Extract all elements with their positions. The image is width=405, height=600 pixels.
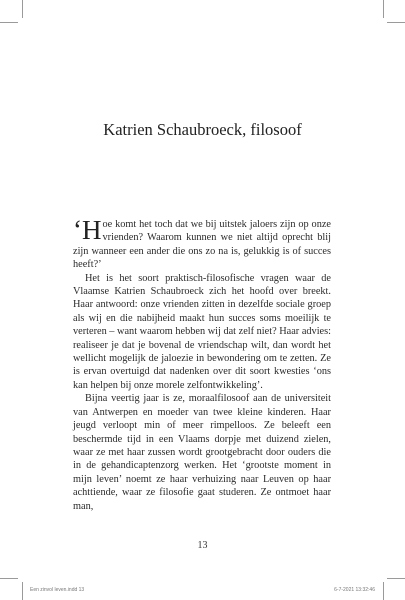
page-number: 13 <box>197 540 208 551</box>
slug-left: Een zinvol leven.indd 13 <box>30 587 85 593</box>
crop-mark-top-left <box>22 0 23 18</box>
paragraph-2: Het is het soort praktisch-filosofische vragen waar de Vlaamse Katrien Schaubroeck zich het hoofd over breekt. Haar antwoord: onze vrienden zitten in dezelfde sociale groep als wij en die nabijheid maakt hun succes soms moeilijk te verteren – want waarom hebben wij dat zelf niet? Haar advies: realiseer je dat je bovenal de vriendschap wilt, dan wordt het wellicht mogelijk de jaloezie in bewondering om te zetten. Ze is ervan overtuigd dat nadenken over dit soort kwesties ‘ons kan helpen bij onze morele zelfontwikkeling’. <box>73 272 331 391</box>
paragraph-1 <box>73 215 331 272</box>
paragraph-1-text: oe komt het toch dat we bij uitstek jaloers zijn op onze vrienden? Waarom kunnen we niet altijd oprecht blij zijn wanneer een ander die ons zo na is, gelukkig is of succes heeft?’ <box>73 219 331 271</box>
crop-mark-bottom-right <box>383 582 384 600</box>
crop-mark-bottom-left-h <box>0 578 18 579</box>
paragraph-3: Bijna veertig jaar is ze, moraalfilosoof aan de universiteit van Antwerpen en moeder van twee kleine kinderen. Haar jeugd verloopt min of meer rimpelloos. Ze beleeft een beschermde tijd in een Vlaams dorpje met duizend zielen, waar ze met haar zussen wordt grootgebracht door ouders die in de gehandicaptenzorg werken. Het ‘grootste moment in mijn leven’ noemt ze haar verhuizing naar Leuven op haar achttiende, waar ze filosofie gaat studeren. Ze ontmoet haar man, <box>73 393 331 512</box>
crop-mark-top-left-h <box>0 22 18 23</box>
crop-mark-top-right-h <box>387 22 405 23</box>
crop-mark-bottom-left <box>22 582 23 600</box>
body-text <box>73 215 331 513</box>
slug-right: 6-7-2021 13:32:46 <box>334 587 375 593</box>
drop-cap-letter: H <box>82 215 102 245</box>
chapter-title: Katrien Schaubroeck, filosoof <box>103 120 302 139</box>
drop-cap <box>73 215 102 245</box>
crop-mark-bottom-right-h <box>387 578 405 579</box>
drop-cap-quote: ‘ <box>73 215 82 245</box>
crop-mark-top-right <box>383 0 384 18</box>
